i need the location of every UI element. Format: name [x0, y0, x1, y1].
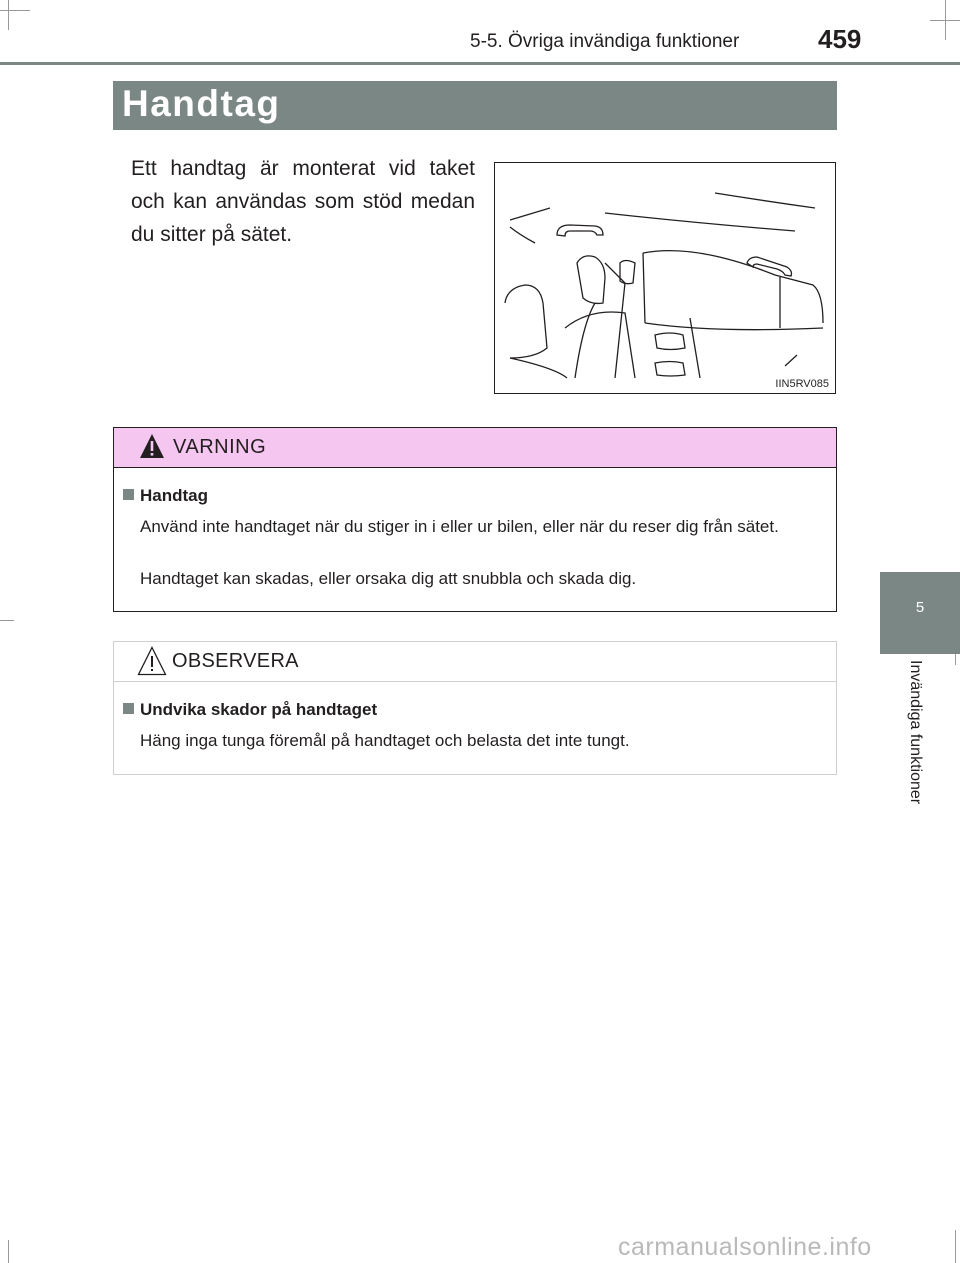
warning-box: [113, 427, 837, 612]
caution-box: [113, 641, 837, 775]
crop-mark: [945, 0, 946, 40]
section-title: Handtag: [122, 83, 281, 124]
grab-handle-illustration: [494, 162, 836, 394]
bullet-square-icon: [123, 489, 134, 500]
chapter-number: 5: [915, 599, 925, 616]
caution-heading: OBSERVERA: [172, 650, 299, 672]
bullet-square-icon: [123, 703, 134, 714]
page-number: 459: [818, 24, 862, 54]
warning-heading: VARNING: [173, 436, 267, 458]
warning-item-title-row: [123, 486, 208, 506]
chapter-side-label: Invändiga funktioner: [907, 660, 924, 805]
section-title-bar: [113, 81, 837, 130]
car-interior-drawing: [495, 163, 835, 393]
crop-mark: [0, 620, 14, 621]
crop-mark: [955, 1230, 956, 1263]
watermark-text: carmanualsonline.info: [618, 1233, 872, 1261]
crop-mark: [8, 0, 9, 30]
chapter-side-tab: [880, 572, 960, 654]
chapter-title: 5-5. Övriga invändiga funktioner: [470, 31, 740, 52]
crop-mark: [0, 10, 30, 11]
header-divider: [0, 62, 960, 65]
caution-item-title: Undvika skador på handtaget: [140, 700, 378, 719]
caution-text: Häng inga tunga föremål på handtaget och belasta det inte tungt.: [140, 731, 630, 750]
crop-mark: [8, 1240, 9, 1263]
warning-item-title: Handtag: [140, 486, 208, 505]
warning-text-line2: Handtaget kan skadas, eller orsaka dig att snubbla och skada dig.: [140, 569, 637, 588]
warning-triangle-icon: [139, 433, 165, 459]
warning-header: [114, 428, 836, 468]
caution-triangle-icon: [137, 646, 167, 676]
warning-text-line1: Använd inte handtaget när du stiger in i eller ur bilen, eller när du reser dig från sätet.: [140, 517, 779, 536]
caution-item-title-row: [123, 700, 377, 720]
caution-header: [114, 642, 836, 682]
section-body-text: Ett handtag är monterat vid taket och kan användas som stöd medan du sitter på sätet.: [131, 157, 475, 246]
illustration-code: IIN5RV085: [775, 378, 829, 390]
